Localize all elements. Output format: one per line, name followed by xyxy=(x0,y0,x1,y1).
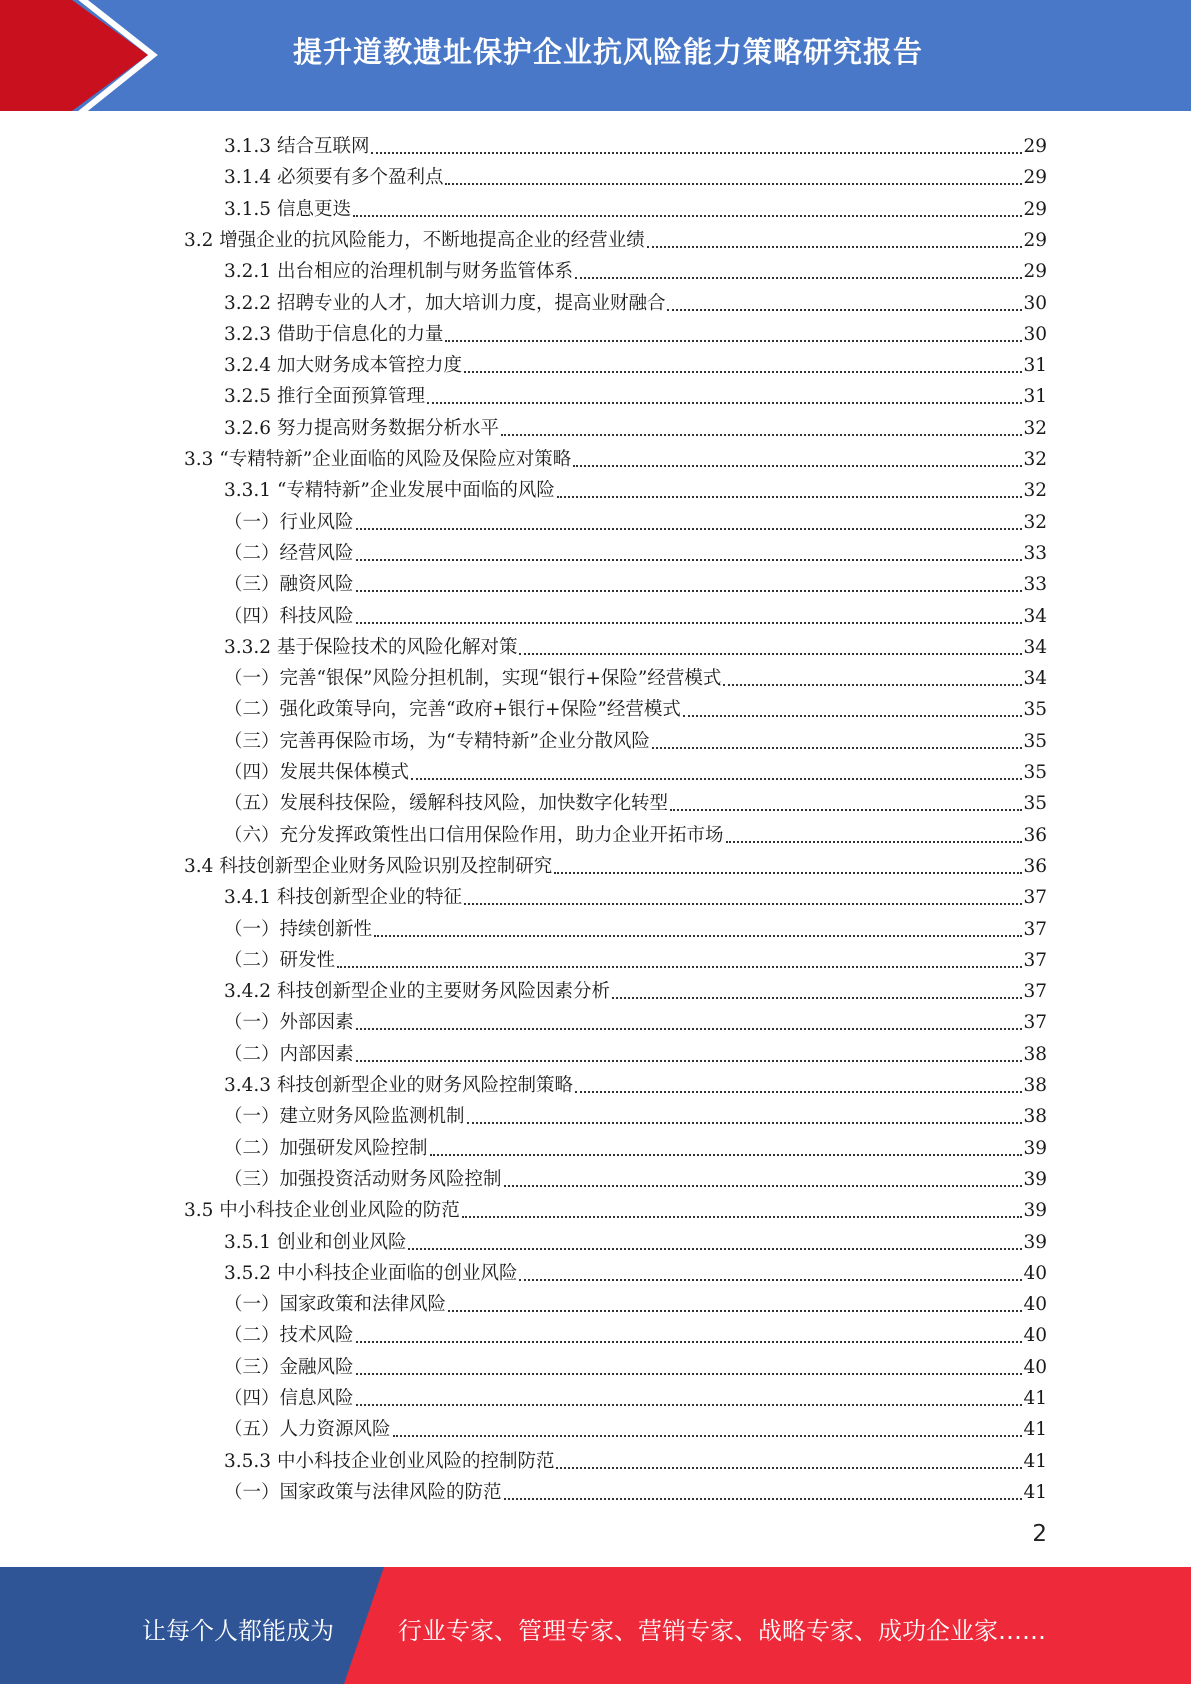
toc-entry[interactable] xyxy=(184,1191,1047,1222)
toc-entry-label: （一）国家政策和法律风险 xyxy=(224,1294,447,1316)
toc-dot-leader xyxy=(467,1122,1023,1124)
toc-dot-leader xyxy=(445,183,1022,185)
toc-entry-label: （一）建立财务风险监测机制 xyxy=(224,1106,465,1128)
toc-entry[interactable] xyxy=(224,1035,1047,1066)
toc-dot-leader xyxy=(408,1248,1022,1250)
toc-entry-page: 34 xyxy=(1023,605,1047,627)
toc-entry-label: 3.5 中小科技企业创业风险的防范 xyxy=(184,1200,460,1222)
toc-entry-page: 41 xyxy=(1023,1481,1047,1503)
toc-entry-page: 29 xyxy=(1023,198,1047,220)
toc-dot-leader xyxy=(337,966,1022,968)
toc-entry-page: 35 xyxy=(1023,699,1047,721)
toc-entry-label: （二）内部因素 xyxy=(224,1043,354,1065)
toc-dot-leader xyxy=(356,1373,1023,1375)
toc-entry-label: （三）金融风险 xyxy=(224,1356,354,1378)
toc-entry-page: 29 xyxy=(1023,136,1047,157)
toc-entry-label: （一）完善“银保”风险分担机制，实现“银行+保险”经营模式 xyxy=(224,668,722,690)
toc-entry-label: （二）研发性 xyxy=(224,949,336,971)
toc-dot-leader xyxy=(556,1467,1022,1469)
footer-slogan-right: 行业专家、管理专家、营销专家、战略专家、成功企业家…… xyxy=(398,1617,1046,1645)
toc-entry-page: 30 xyxy=(1023,323,1047,345)
toc-dot-leader xyxy=(726,841,1023,843)
toc-entry[interactable] xyxy=(224,1348,1047,1379)
toc-entry-page: 41 xyxy=(1023,1388,1047,1409)
toc-entry[interactable] xyxy=(224,597,1047,628)
toc-entry-page: 35 xyxy=(1023,793,1047,815)
toc-entry-label: 3.4.1 科技创新型企业的特征 xyxy=(224,887,462,909)
toc-entry-label: 3.1.4 必须要有多个盈利点 xyxy=(224,167,444,189)
toc-dot-leader xyxy=(683,715,1023,717)
toc-entry[interactable] xyxy=(224,190,1047,221)
toc-entry-label: 3.3 “专精特新”企业面临的风险及保险应对策略 xyxy=(184,449,572,470)
toc-dot-leader xyxy=(501,434,1022,436)
toc-entry-page: 39 xyxy=(1023,1231,1047,1253)
toc-entry-label: 3.2.1 出台相应的治理机制与财务监管体系 xyxy=(224,261,573,283)
toc-entry-label: 3.3.2 基于保险技术的风险化解对策 xyxy=(224,636,518,658)
toc-entry-label: （一）国家政策与法律风险的防范 xyxy=(224,1481,502,1503)
toc-entry-label: 3.5.1 创业和创业风险 xyxy=(224,1231,407,1253)
toc-entry[interactable] xyxy=(184,847,1047,878)
page-footer xyxy=(0,1567,1191,1684)
toc-dot-leader xyxy=(575,1091,1022,1093)
toc-dot-leader xyxy=(356,1060,1023,1062)
toc-dot-leader xyxy=(374,935,1022,937)
toc-entry[interactable] xyxy=(224,1223,1047,1254)
toc-entry-label: （五）人力资源风险 xyxy=(224,1419,391,1441)
toc-entry-page: 37 xyxy=(1023,887,1047,909)
toc-entry[interactable] xyxy=(224,753,1047,784)
toc-dot-leader xyxy=(557,496,1023,498)
toc-entry-label: 3.2.4 加大财务成本管控力度 xyxy=(224,355,462,377)
toc-dot-leader xyxy=(356,559,1023,561)
toc-entry[interactable] xyxy=(224,1097,1047,1128)
toc-entry[interactable] xyxy=(224,972,1047,1003)
toc-entry[interactable] xyxy=(224,1160,1047,1191)
toc-entry-page: 32 xyxy=(1023,417,1047,439)
toc-entry-page: 29 xyxy=(1023,261,1047,283)
toc-entry-page: 40 xyxy=(1023,1325,1047,1347)
toc-entry-page: 29 xyxy=(1023,229,1047,251)
toc-entry-page: 32 xyxy=(1023,511,1047,533)
toc-dot-leader xyxy=(430,1154,1023,1156)
toc-entry-page: 40 xyxy=(1023,1294,1047,1316)
toc-dot-leader xyxy=(445,340,1022,342)
toc-entry-page: 39 xyxy=(1023,1168,1047,1190)
toc-dot-leader xyxy=(448,1310,1022,1312)
toc-entry-label: 3.2.3 借助于信息化的力量 xyxy=(224,323,444,345)
toc-entry[interactable] xyxy=(224,1285,1047,1316)
toc-dot-leader xyxy=(411,778,1022,780)
toc-dot-leader xyxy=(371,152,1022,154)
toc-entry-label: 3.4 科技创新型企业财务风险识别及控制研究 xyxy=(184,855,553,877)
toc-entry-page: 36 xyxy=(1023,855,1047,877)
toc-entry-label: 3.3.1 “专精特新”企业发展中面临的风险 xyxy=(224,480,555,502)
toc-entry-page: 41 xyxy=(1023,1450,1047,1472)
toc-entry-page: 33 xyxy=(1023,574,1047,596)
toc-entry[interactable] xyxy=(224,690,1047,721)
toc-entry-label: （三）融资风险 xyxy=(224,574,354,596)
toc-dot-leader xyxy=(356,528,1023,530)
toc-entry-label: （四）发展共保体模式 xyxy=(224,762,410,783)
page-number: 2 xyxy=(1032,1521,1047,1547)
toc-entry-page: 38 xyxy=(1023,1106,1047,1128)
toc-entry-label: 3.2 增强企业的抗风险能力，不断地提高企业的经营业绩 xyxy=(184,229,645,251)
toc-dot-leader xyxy=(504,1185,1023,1187)
toc-dot-leader xyxy=(554,872,1022,874)
toc-entry-label: （二）技术风险 xyxy=(224,1325,354,1347)
toc-entry-page: 34 xyxy=(1023,636,1047,658)
toc-entry[interactable] xyxy=(224,1410,1047,1441)
toc-entry[interactable] xyxy=(184,440,1047,471)
toc-entry-label: 3.2.2 招聘专业的人才，加大培训力度，提高业财融合 xyxy=(224,292,666,314)
toc-entry-page: 31 xyxy=(1023,386,1047,408)
toc-entry-page: 32 xyxy=(1023,449,1047,470)
toc-entry-page: 39 xyxy=(1023,1200,1047,1222)
toc-entry-page: 37 xyxy=(1023,918,1047,940)
toc-dot-leader xyxy=(504,1498,1023,1500)
toc-entry-label: （一）行业风险 xyxy=(224,511,354,533)
toc-entry-page: 41 xyxy=(1023,1419,1047,1441)
toc-entry-label: （六）充分发挥政策性出口信用保险作用，助力企业开拓市场 xyxy=(224,824,724,846)
toc-entry-label: 3.4.2 科技创新型企业的主要财务风险因素分析 xyxy=(224,981,610,1003)
toc-entry-page: 37 xyxy=(1023,1012,1047,1034)
toc-entry-page: 37 xyxy=(1023,949,1047,971)
toc-entry[interactable] xyxy=(224,816,1047,847)
toc-entry[interactable] xyxy=(224,910,1047,941)
toc-entry[interactable] xyxy=(224,659,1047,690)
toc-entry-label: （三）完善再保险市场，为“专精特新”企业分散风险 xyxy=(224,730,650,752)
toc-dot-leader xyxy=(464,903,1022,905)
toc-dot-leader xyxy=(356,1028,1023,1030)
toc-entry-label: 3.2.6 努力提高财务数据分析水平 xyxy=(224,417,499,439)
toc-entry[interactable] xyxy=(224,1129,1047,1160)
toc-entry[interactable] xyxy=(224,722,1047,753)
toc-dot-leader xyxy=(353,215,1023,217)
footer-slogan-left: 让每个人都能成为 xyxy=(142,1617,334,1645)
toc-entry[interactable] xyxy=(224,346,1047,377)
toc-entry-page: 34 xyxy=(1023,668,1047,690)
toc-dot-leader xyxy=(356,1404,1023,1406)
toc-entry-page: 30 xyxy=(1023,292,1047,314)
toc-entry[interactable] xyxy=(224,534,1047,565)
toc-dot-leader xyxy=(519,653,1022,655)
toc-dot-leader xyxy=(575,277,1022,279)
toc-entry[interactable] xyxy=(224,1003,1047,1034)
toc-dot-leader xyxy=(573,465,1022,467)
toc-entry-label: （二）加强研发风险控制 xyxy=(224,1137,428,1159)
toc-entry[interactable] xyxy=(224,565,1047,596)
toc-entry[interactable] xyxy=(224,127,1047,158)
toc-dot-leader xyxy=(356,622,1023,624)
toc-entry-page: 32 xyxy=(1023,480,1047,502)
toc-entry[interactable] xyxy=(224,409,1047,440)
toc-entry[interactable] xyxy=(224,1379,1047,1410)
toc-entry-label: （三）加强投资活动财务风险控制 xyxy=(224,1168,502,1190)
toc-entry-page: 31 xyxy=(1023,355,1047,377)
toc-entry[interactable] xyxy=(224,1066,1047,1097)
toc-entry-label: （一）持续创新性 xyxy=(224,918,373,940)
toc-entry-label: 3.2.5 推行全面预算管理 xyxy=(224,386,425,408)
toc-entry[interactable] xyxy=(224,252,1047,283)
toc-entry-page: 40 xyxy=(1023,1262,1047,1284)
toc-dot-leader xyxy=(652,747,1023,749)
toc-entry-label: 3.1.5 信息更迭 xyxy=(224,198,351,220)
toc-entry-page: 36 xyxy=(1023,824,1047,846)
toc-entry[interactable] xyxy=(224,941,1047,972)
toc-entry[interactable] xyxy=(224,503,1047,534)
toc-entry-page: 29 xyxy=(1023,167,1047,189)
toc-entry-label: （五）发展科技保险，缓解科技风险，加快数字化转型 xyxy=(224,793,669,815)
toc-entry-page: 35 xyxy=(1023,762,1047,783)
toc-entry-label: 3.4.3 科技创新型企业的财务风险控制策略 xyxy=(224,1075,573,1096)
toc-entry-label: （一）外部因素 xyxy=(224,1012,354,1034)
toc-entry[interactable] xyxy=(224,471,1047,502)
toc-dot-leader xyxy=(462,1216,1023,1218)
toc-dot-leader xyxy=(427,402,1022,404)
toc-entry-page: 38 xyxy=(1023,1043,1047,1065)
toc-dot-leader xyxy=(393,1435,1023,1437)
toc-dot-leader xyxy=(519,1279,1022,1281)
toc-dot-leader xyxy=(464,371,1022,373)
toc-entry-label: （四）科技风险 xyxy=(224,605,354,627)
toc-entry-page: 35 xyxy=(1023,730,1047,752)
toc-dot-leader xyxy=(647,246,1023,248)
toc-dot-leader xyxy=(670,809,1022,811)
toc-entry[interactable] xyxy=(224,628,1047,659)
document-title: 提升道教遗址保护企业抗风险能力策略研究报告 xyxy=(292,35,923,69)
toc-entry-label: （二）强化政策导向，完善“政府+银行+保险”经营模式 xyxy=(224,699,681,721)
toc-dot-leader xyxy=(723,684,1022,686)
toc-entry[interactable] xyxy=(224,878,1047,909)
toc-entry[interactable] xyxy=(224,315,1047,346)
toc-entry[interactable] xyxy=(224,284,1047,315)
toc-dot-leader xyxy=(356,1341,1023,1343)
toc-entry-label: （四）信息风险 xyxy=(224,1388,354,1409)
toc-entry-page: 40 xyxy=(1023,1356,1047,1378)
toc-entry[interactable] xyxy=(224,158,1047,189)
toc-entry[interactable] xyxy=(224,784,1047,815)
toc-entry-page: 39 xyxy=(1023,1137,1047,1159)
toc-entry-label: （二）经营风险 xyxy=(224,542,354,564)
toc-entry[interactable] xyxy=(184,221,1047,252)
toc-entry-label: 3.5.2 中小科技企业面临的创业风险 xyxy=(224,1262,518,1284)
toc-entry[interactable] xyxy=(224,377,1047,408)
toc-entry[interactable] xyxy=(224,1316,1047,1347)
toc-entry-label: 3.5.3 中小科技企业创业风险的控制防范 xyxy=(224,1450,555,1472)
toc-entry-page: 38 xyxy=(1023,1075,1047,1096)
toc-dot-leader xyxy=(356,590,1023,592)
toc-dot-leader xyxy=(612,997,1022,999)
page-header xyxy=(0,0,1191,111)
toc-entry-label: 3.1.3 结合互联网 xyxy=(224,136,370,157)
toc-dot-leader xyxy=(667,309,1022,311)
toc-entry[interactable] xyxy=(224,1254,1047,1285)
toc-entry-page: 37 xyxy=(1023,981,1047,1003)
toc-entry[interactable] xyxy=(224,1473,1047,1504)
toc-entry-page: 33 xyxy=(1023,542,1047,564)
toc-entry[interactable] xyxy=(224,1442,1047,1473)
